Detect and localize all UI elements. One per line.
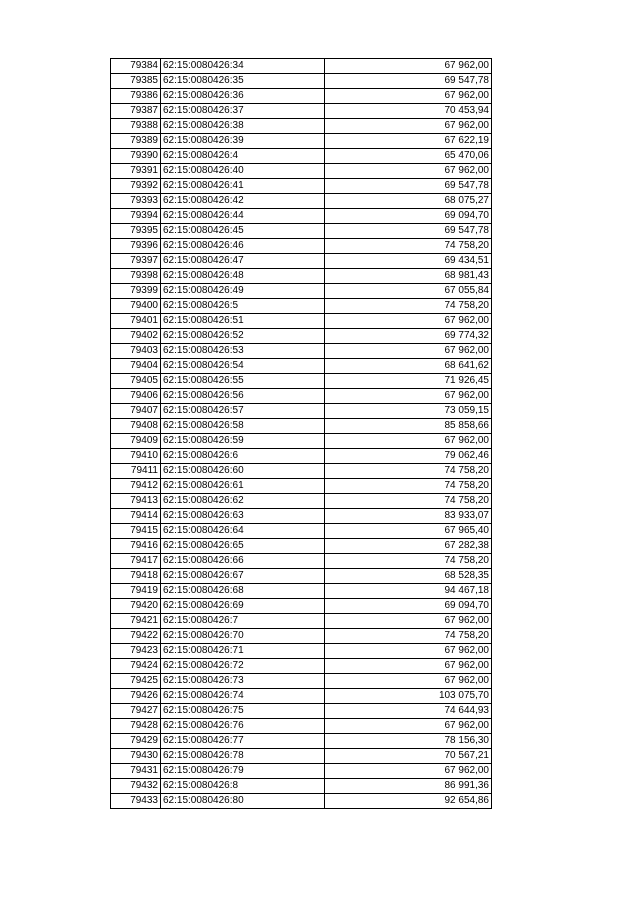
cadastral-number-cell: 62:15:0080426:70	[161, 629, 325, 644]
value-cell: 69 434,51	[325, 254, 492, 269]
cadastral-number-cell: 62:15:0080426:49	[161, 284, 325, 299]
row-number-cell: 79415	[111, 524, 161, 539]
row-number-cell: 79429	[111, 734, 161, 749]
value-cell: 69 547,78	[325, 179, 492, 194]
table-row	[111, 779, 492, 794]
table-row	[111, 344, 492, 359]
value-cell: 92 654,86	[325, 794, 492, 809]
table-row	[111, 389, 492, 404]
cadastral-number-cell: 62:15:0080426:51	[161, 314, 325, 329]
value-cell: 74 758,20	[325, 464, 492, 479]
value-cell: 74 758,20	[325, 554, 492, 569]
value-cell: 71 926,45	[325, 374, 492, 389]
value-cell: 68 641,62	[325, 359, 492, 374]
cadastral-number-cell: 62:15:0080426:54	[161, 359, 325, 374]
table-row	[111, 449, 492, 464]
table-row	[111, 209, 492, 224]
row-number-cell: 79420	[111, 599, 161, 614]
value-cell: 86 991,36	[325, 779, 492, 794]
cadastral-number-cell: 62:15:0080426:56	[161, 389, 325, 404]
table-row	[111, 509, 492, 524]
cadastral-number-cell: 62:15:0080426:35	[161, 74, 325, 89]
table-row	[111, 614, 492, 629]
row-number-cell: 79413	[111, 494, 161, 509]
value-cell: 94 467,18	[325, 584, 492, 599]
cadastral-number-cell: 62:15:0080426:63	[161, 509, 325, 524]
row-number-cell: 79384	[111, 59, 161, 74]
value-cell: 67 962,00	[325, 389, 492, 404]
value-cell: 74 758,20	[325, 629, 492, 644]
table-row	[111, 89, 492, 104]
cadastral-number-cell: 62:15:0080426:80	[161, 794, 325, 809]
row-number-cell: 79427	[111, 704, 161, 719]
value-cell: 74 758,20	[325, 479, 492, 494]
cadastral-number-cell: 62:15:0080426:68	[161, 584, 325, 599]
table-row	[111, 104, 492, 119]
cadastral-number-cell: 62:15:0080426:65	[161, 539, 325, 554]
table-row	[111, 359, 492, 374]
document-page	[110, 58, 492, 809]
table-row	[111, 314, 492, 329]
row-number-cell: 79391	[111, 164, 161, 179]
row-number-cell: 79400	[111, 299, 161, 314]
table-row	[111, 329, 492, 344]
cadastral-number-cell: 62:15:0080426:62	[161, 494, 325, 509]
table-row	[111, 299, 492, 314]
value-cell: 67 962,00	[325, 434, 492, 449]
row-number-cell: 79392	[111, 179, 161, 194]
row-number-cell: 79432	[111, 779, 161, 794]
table-row	[111, 164, 492, 179]
table-body	[111, 59, 492, 809]
value-cell: 67 962,00	[325, 719, 492, 734]
value-cell: 67 962,00	[325, 344, 492, 359]
cadastral-number-cell: 62:15:0080426:5	[161, 299, 325, 314]
value-cell: 69 774,32	[325, 329, 492, 344]
cadastral-value-table	[110, 58, 492, 809]
value-cell: 68 528,35	[325, 569, 492, 584]
row-number-cell: 79405	[111, 374, 161, 389]
value-cell: 73 059,15	[325, 404, 492, 419]
row-number-cell: 79409	[111, 434, 161, 449]
value-cell: 67 622,19	[325, 134, 492, 149]
table-row	[111, 749, 492, 764]
row-number-cell: 79393	[111, 194, 161, 209]
cadastral-number-cell: 62:15:0080426:44	[161, 209, 325, 224]
cadastral-number-cell: 62:15:0080426:67	[161, 569, 325, 584]
table-row	[111, 734, 492, 749]
table-row	[111, 539, 492, 554]
value-cell: 67 962,00	[325, 659, 492, 674]
row-number-cell: 79396	[111, 239, 161, 254]
table-row	[111, 134, 492, 149]
value-cell: 67 962,00	[325, 119, 492, 134]
cadastral-number-cell: 62:15:0080426:7	[161, 614, 325, 629]
row-number-cell: 79386	[111, 89, 161, 104]
value-cell: 67 282,38	[325, 539, 492, 554]
row-number-cell: 79430	[111, 749, 161, 764]
table-row	[111, 479, 492, 494]
table-row	[111, 554, 492, 569]
row-number-cell: 79424	[111, 659, 161, 674]
table-row	[111, 719, 492, 734]
value-cell: 74 758,20	[325, 239, 492, 254]
value-cell: 67 965,40	[325, 524, 492, 539]
row-number-cell: 79412	[111, 479, 161, 494]
table-row	[111, 74, 492, 89]
cadastral-number-cell: 62:15:0080426:79	[161, 764, 325, 779]
row-number-cell: 79426	[111, 689, 161, 704]
cadastral-number-cell: 62:15:0080426:58	[161, 419, 325, 434]
table-row	[111, 464, 492, 479]
table-row	[111, 794, 492, 809]
row-number-cell: 79414	[111, 509, 161, 524]
cadastral-number-cell: 62:15:0080426:78	[161, 749, 325, 764]
table-row	[111, 254, 492, 269]
value-cell: 67 962,00	[325, 164, 492, 179]
value-cell: 79 062,46	[325, 449, 492, 464]
table-row	[111, 764, 492, 779]
table-row	[111, 689, 492, 704]
cadastral-number-cell: 62:15:0080426:41	[161, 179, 325, 194]
cadastral-number-cell: 62:15:0080426:64	[161, 524, 325, 539]
value-cell: 69 094,70	[325, 599, 492, 614]
value-cell: 67 962,00	[325, 59, 492, 74]
table-row	[111, 269, 492, 284]
table-row	[111, 224, 492, 239]
row-number-cell: 79387	[111, 104, 161, 119]
table-row	[111, 644, 492, 659]
table-row	[111, 179, 492, 194]
row-number-cell: 79418	[111, 569, 161, 584]
cadastral-number-cell: 62:15:0080426:69	[161, 599, 325, 614]
row-number-cell: 79397	[111, 254, 161, 269]
row-number-cell: 79401	[111, 314, 161, 329]
row-number-cell: 79423	[111, 644, 161, 659]
value-cell: 70 567,21	[325, 749, 492, 764]
row-number-cell: 79402	[111, 329, 161, 344]
value-cell: 69 547,78	[325, 224, 492, 239]
cadastral-number-cell: 62:15:0080426:57	[161, 404, 325, 419]
cadastral-number-cell: 62:15:0080426:37	[161, 104, 325, 119]
value-cell: 74 644,93	[325, 704, 492, 719]
cadastral-number-cell: 62:15:0080426:72	[161, 659, 325, 674]
value-cell: 74 758,20	[325, 299, 492, 314]
row-number-cell: 79385	[111, 74, 161, 89]
cadastral-number-cell: 62:15:0080426:73	[161, 674, 325, 689]
cadastral-number-cell: 62:15:0080426:74	[161, 689, 325, 704]
row-number-cell: 79419	[111, 584, 161, 599]
table-row	[111, 704, 492, 719]
cadastral-number-cell: 62:15:0080426:55	[161, 374, 325, 389]
table-row	[111, 659, 492, 674]
row-number-cell: 79428	[111, 719, 161, 734]
cadastral-number-cell: 62:15:0080426:60	[161, 464, 325, 479]
table-row	[111, 284, 492, 299]
table-row	[111, 404, 492, 419]
table-row	[111, 674, 492, 689]
cadastral-number-cell: 62:15:0080426:46	[161, 239, 325, 254]
table-row	[111, 194, 492, 209]
table-row	[111, 239, 492, 254]
cadastral-number-cell: 62:15:0080426:53	[161, 344, 325, 359]
row-number-cell: 79416	[111, 539, 161, 554]
cadastral-number-cell: 62:15:0080426:8	[161, 779, 325, 794]
cadastral-number-cell: 62:15:0080426:71	[161, 644, 325, 659]
value-cell: 83 933,07	[325, 509, 492, 524]
cadastral-number-cell: 62:15:0080426:47	[161, 254, 325, 269]
row-number-cell: 79417	[111, 554, 161, 569]
table-row	[111, 584, 492, 599]
table-row	[111, 569, 492, 584]
value-cell: 69 094,70	[325, 209, 492, 224]
value-cell: 67 962,00	[325, 614, 492, 629]
table-row	[111, 149, 492, 164]
cadastral-number-cell: 62:15:0080426:34	[161, 59, 325, 74]
value-cell: 67 962,00	[325, 674, 492, 689]
cadastral-number-cell: 62:15:0080426:76	[161, 719, 325, 734]
row-number-cell: 79407	[111, 404, 161, 419]
value-cell: 68 075,27	[325, 194, 492, 209]
value-cell: 69 547,78	[325, 74, 492, 89]
table-row	[111, 434, 492, 449]
row-number-cell: 79422	[111, 629, 161, 644]
cadastral-number-cell: 62:15:0080426:39	[161, 134, 325, 149]
row-number-cell: 79395	[111, 224, 161, 239]
value-cell: 74 758,20	[325, 494, 492, 509]
value-cell: 78 156,30	[325, 734, 492, 749]
value-cell: 65 470,06	[325, 149, 492, 164]
cadastral-number-cell: 62:15:0080426:40	[161, 164, 325, 179]
table-row	[111, 419, 492, 434]
row-number-cell: 79431	[111, 764, 161, 779]
cadastral-number-cell: 62:15:0080426:42	[161, 194, 325, 209]
table-row	[111, 629, 492, 644]
value-cell: 85 858,66	[325, 419, 492, 434]
row-number-cell: 79389	[111, 134, 161, 149]
table-row	[111, 59, 492, 74]
row-number-cell: 79406	[111, 389, 161, 404]
row-number-cell: 79394	[111, 209, 161, 224]
row-number-cell: 79398	[111, 269, 161, 284]
row-number-cell: 79403	[111, 344, 161, 359]
value-cell: 67 962,00	[325, 89, 492, 104]
table-row	[111, 524, 492, 539]
row-number-cell: 79408	[111, 419, 161, 434]
row-number-cell: 79433	[111, 794, 161, 809]
cadastral-number-cell: 62:15:0080426:75	[161, 704, 325, 719]
value-cell: 68 981,43	[325, 269, 492, 284]
row-number-cell: 79425	[111, 674, 161, 689]
cadastral-number-cell: 62:15:0080426:77	[161, 734, 325, 749]
row-number-cell: 79421	[111, 614, 161, 629]
cadastral-number-cell: 62:15:0080426:61	[161, 479, 325, 494]
cadastral-number-cell: 62:15:0080426:36	[161, 89, 325, 104]
value-cell: 67 962,00	[325, 764, 492, 779]
value-cell: 67 962,00	[325, 644, 492, 659]
row-number-cell: 79410	[111, 449, 161, 464]
cadastral-number-cell: 62:15:0080426:38	[161, 119, 325, 134]
cadastral-number-cell: 62:15:0080426:59	[161, 434, 325, 449]
cadastral-number-cell: 62:15:0080426:4	[161, 149, 325, 164]
cadastral-number-cell: 62:15:0080426:6	[161, 449, 325, 464]
value-cell: 67 055,84	[325, 284, 492, 299]
cadastral-number-cell: 62:15:0080426:45	[161, 224, 325, 239]
table-row	[111, 119, 492, 134]
table-row	[111, 494, 492, 509]
row-number-cell: 79411	[111, 464, 161, 479]
value-cell: 67 962,00	[325, 314, 492, 329]
cadastral-number-cell: 62:15:0080426:52	[161, 329, 325, 344]
table-row	[111, 374, 492, 389]
cadastral-number-cell: 62:15:0080426:48	[161, 269, 325, 284]
cadastral-number-cell: 62:15:0080426:66	[161, 554, 325, 569]
row-number-cell: 79399	[111, 284, 161, 299]
row-number-cell: 79388	[111, 119, 161, 134]
row-number-cell: 79390	[111, 149, 161, 164]
value-cell: 103 075,70	[325, 689, 492, 704]
table-row	[111, 599, 492, 614]
value-cell: 70 453,94	[325, 104, 492, 119]
row-number-cell: 79404	[111, 359, 161, 374]
